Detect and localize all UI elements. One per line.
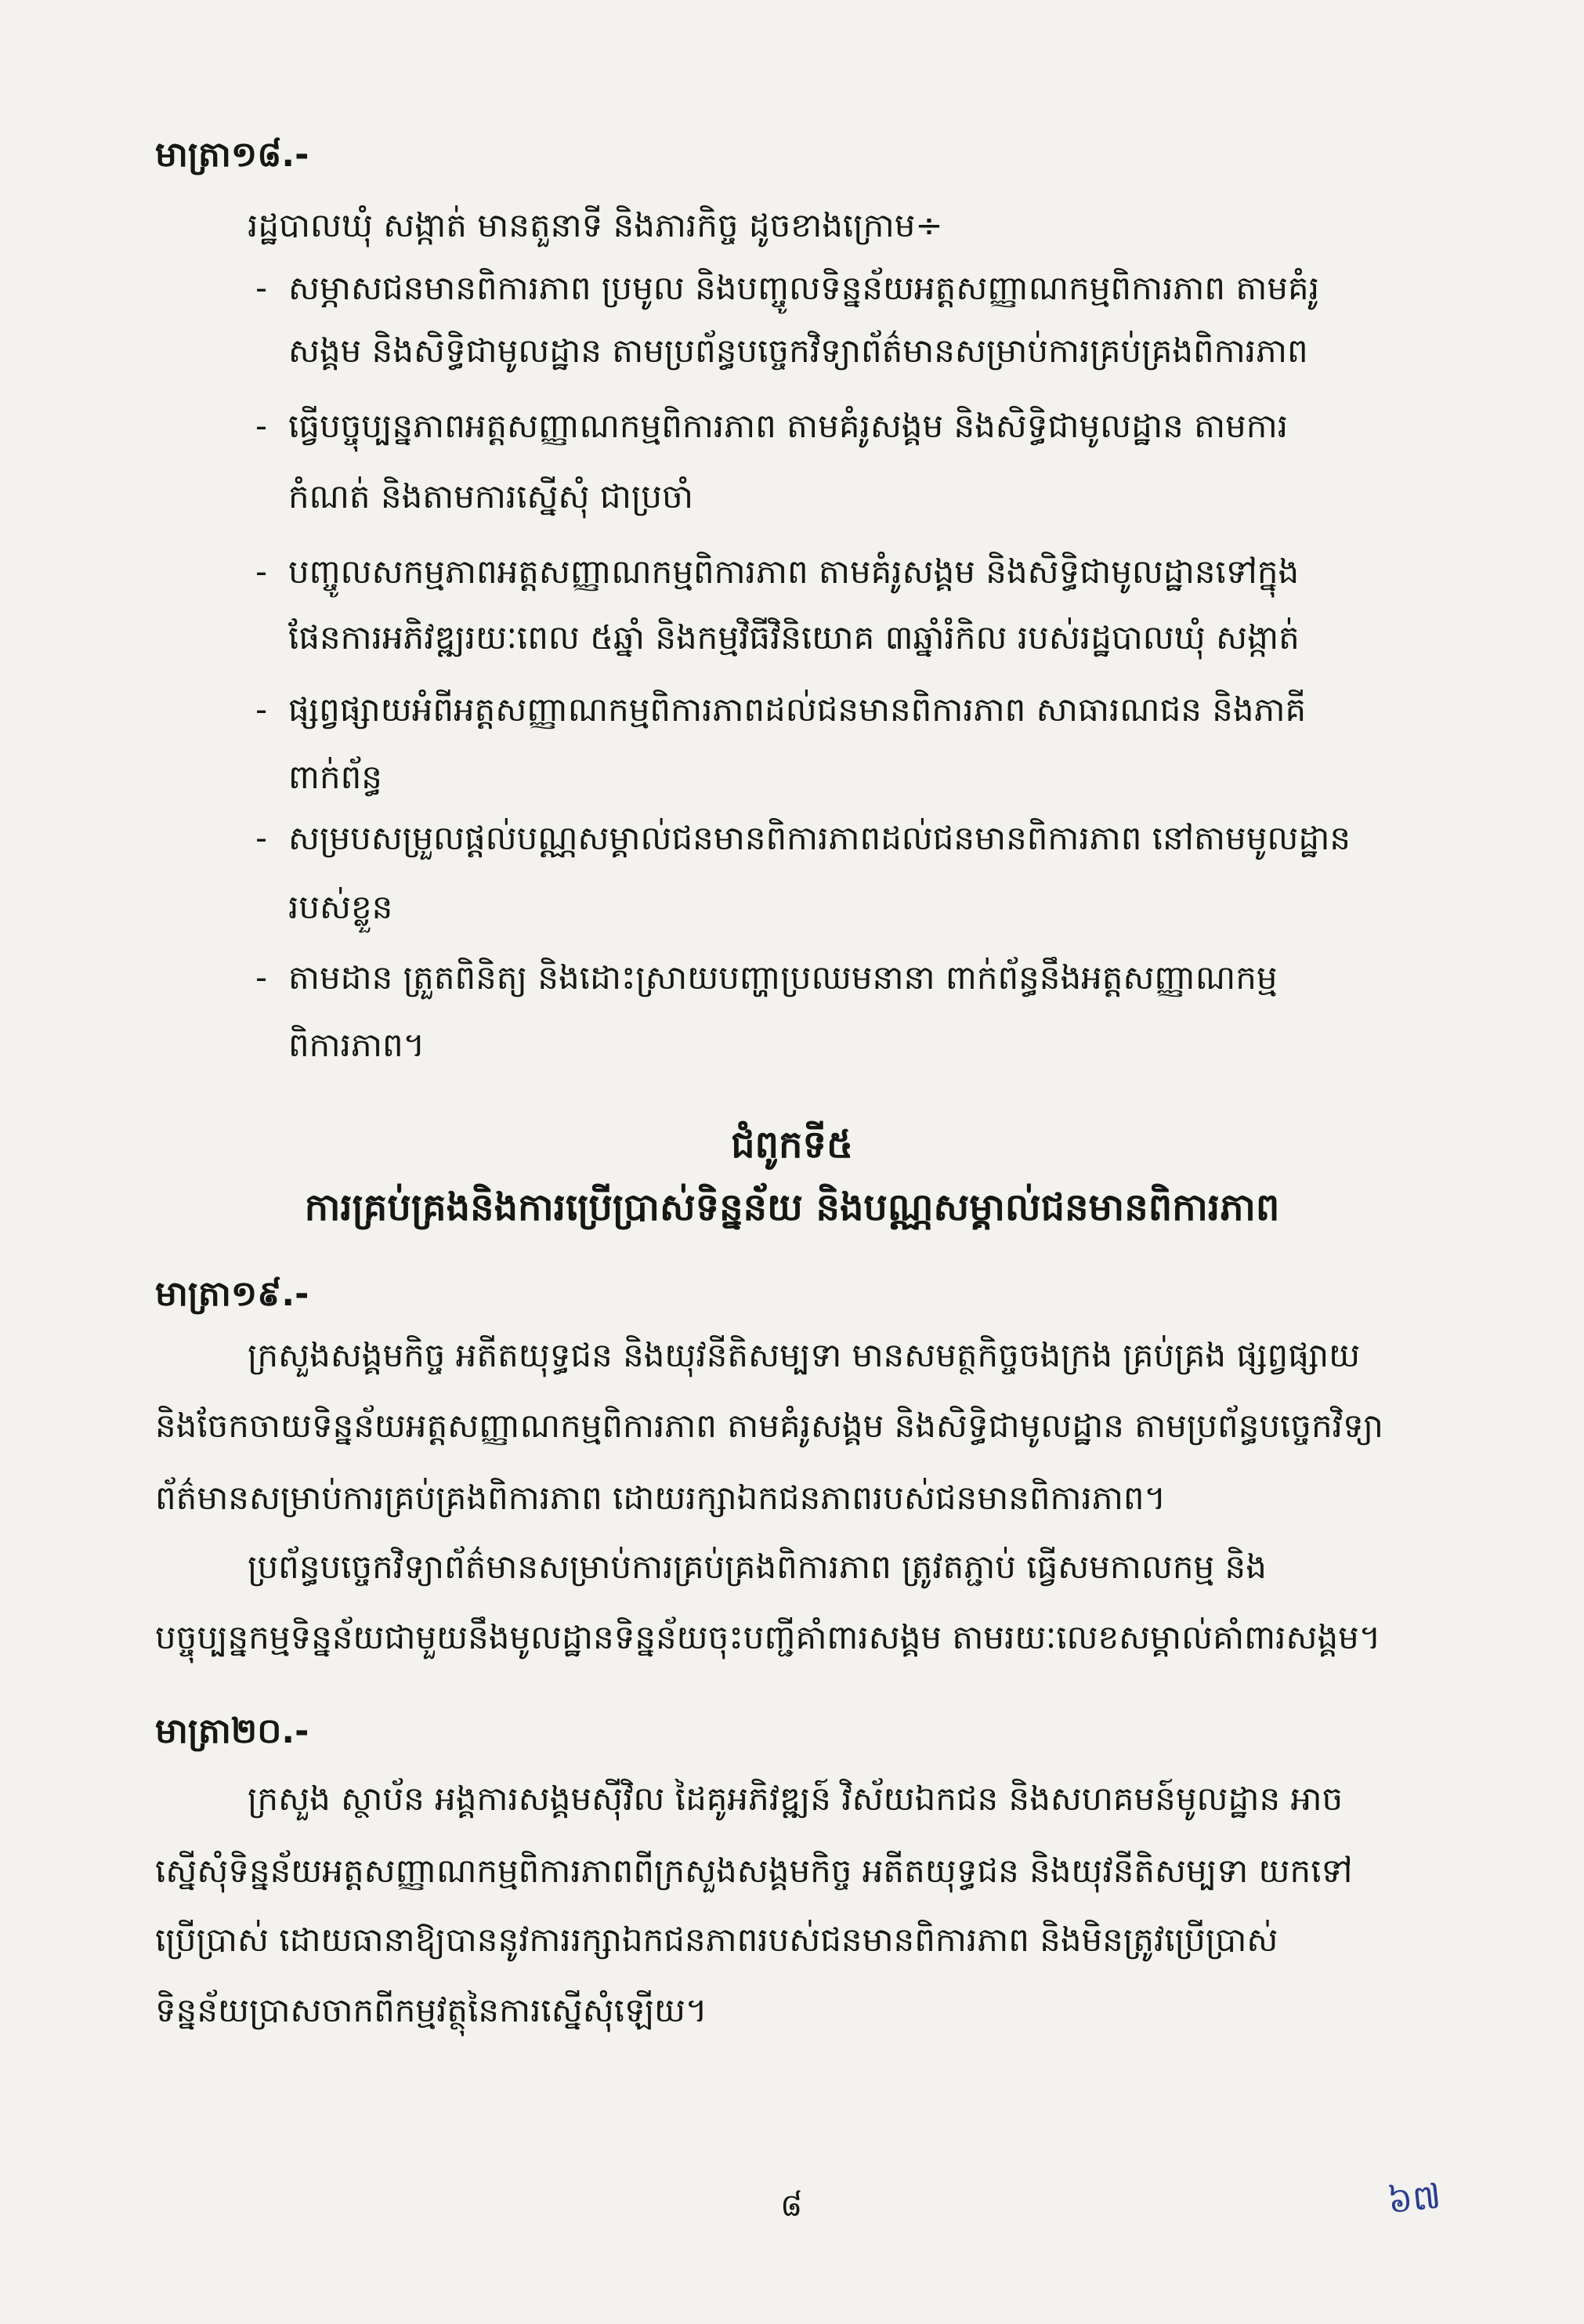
list-bullet: - [255,819,268,857]
paragraph-line: និងចែកចាយទិន្នន័យអត្តសញ្ញាណកម្មពិការភាព តាមគំរូសង្គម និងសិទ្ធិជាមូលដ្ឋាន តាមប្រព័ន្ធបច្ចេកវិទ្យា [155,1406,1383,1445]
list-bullet: - [255,407,268,445]
chapter-title: ការគ្រប់គ្រងនិងការប្រើប្រាស់ទិន្នន័យ និងបណ្ណសម្គាល់ជនមានពិការភាព [304,1186,1280,1229]
paragraph-line: ក្រសួង ស្ថាប័ន អង្គការសង្គមស៊ីវិល ដៃគូអភិវឌ្ឍន៍ វិស័យឯកជន និងសហគមន៍មូលដ្ឋាន អាច [248,1779,1344,1818]
paragraph-line: ក្រសួងសង្គមកិច្ច អតីតយុទ្ធជន និងយុវនីតិសម្បទា មានសមត្ថកិច្ចចងក្រង គ្រប់គ្រង ផ្សព្វផ្សាយ [248,1336,1361,1374]
page-number: ៨ [780,2188,803,2224]
chapter-number: ជំពូកទី៥ [731,1123,853,1167]
paragraph-line: ទិន្នន័យប្រាសចាកពីកម្មវត្ថុនៃការស្នើសុំឡើយ។ [155,1991,707,2029]
list-item-line: ពិការភាព។ [288,1026,425,1064]
list-bullet: - [255,269,268,307]
paragraph-line: ព័ត៌មានសម្រាប់ការគ្រប់គ្រងពិការភាព ដោយរក្សាឯកជនភាពរបស់ជនមានពិការភាព។ [155,1479,1166,1517]
article-19-heading: មាត្រា១៩.- [155,1274,309,1314]
list-item-line: សម្របសម្រួលផ្តល់បណ្ណសម្គាល់ជនមានពិការភាពដល់ជនមានពិការភាព នៅតាមមូលដ្ឋាន [288,819,1351,857]
list-item-line: កំណត់ និងតាមការស្នើសុំ ជាប្រចាំ [288,477,694,516]
list-item-line: សម្ភាសជនមានពិការភាព ប្រមូល និងបញ្ចូលទិន្នន័យអត្តសញ្ញាណកម្មពិការភាព តាមគំរូ [288,269,1320,307]
list-item-line: ផ្សព្វផ្សាយអំពីអត្តសញ្ញាណកម្មពិការភាពដល់ជនមានពិការភាព សាធារណជន និងភាគី [288,690,1307,729]
list-item-line: តាមដាន ត្រួតពិនិត្យ និងដោះស្រាយបញ្ហាប្រឈមនានា ពាក់ព័ន្ធនឹងអត្តសញ្ញាណកម្ម [288,958,1278,997]
list-bullet: - [255,958,268,997]
paragraph-line: បច្ចុប្បន្នកម្មទិន្នន័យជាមួយនឹងមូលដ្ឋានទិន្នន័យចុះបញ្ជីគាំពារសង្គម តាមរយៈលេខសម្គាល់គាំពារសង្គម។ [155,1618,1381,1656]
paragraph-line: ប្រើប្រាស់ ដោយធានាឱ្យបាននូវការរក្សាឯកជនភាពរបស់ជនមានពិការភាព និងមិនត្រូវប្រើប្រាស់ [155,1920,1278,1959]
list-bullet: - [255,690,268,729]
paragraph-line: ស្នើសុំទិន្នន័យអត្តសញ្ញាណកម្មពិការភាពពីក្រសួងសង្គមកិច្ច អតីតយុទ្ធជន និងយុវនីតិសម្បទា យកទៅ [155,1852,1353,1890]
list-bullet: - [255,552,268,591]
handwritten-page-number: ៦៧ [1386,2176,1443,2222]
list-item-line: របស់ខ្លួន [288,888,393,926]
paragraph-line: ប្រព័ន្ធបច្ចេកវិទ្យាព័ត៌មានសម្រាប់ការគ្រប់គ្រងពិការភាព ត្រូវតភ្ជាប់ ធ្វើសមកាលកម្ម និង [248,1548,1267,1586]
article-18-intro: រដ្ឋបាលឃុំ សង្កាត់ មានតួនាទី និងភារកិច្ច ដូចខាងក្រោម÷ [248,206,943,244]
article-18-heading: មាត្រា១៨.- [155,135,309,175]
list-item-line: សង្គម និងសិទ្ធិជាមូលដ្ឋាន តាមប្រព័ន្ធបច្ចេកវិទ្យាព័ត៌មានសម្រាប់ការគ្រប់គ្រងពិការភាព [288,331,1308,370]
article-20-heading: មាត្រា២០.- [155,1711,309,1751]
list-item-line: ធ្វើបច្ចុប្បន្នភាពអត្តសញ្ញាណកម្មពិការភាព តាមគំរូសង្គម និងសិទ្ធិជាមូលដ្ឋាន តាមការ [288,407,1289,445]
list-item-line: បញ្ចូលសកម្មភាពអត្តសញ្ញាណកម្មពិការភាព តាមគំរូសង្គម និងសិទ្ធិជាមូលដ្ឋានទៅក្នុង [288,552,1300,591]
list-item-line: ពាក់ព័ន្ធ [288,758,382,796]
list-item-line: ផែនការអភិវឌ្ឍរយៈពេល ៥ឆ្នាំ និងកម្មវិធីវិនិយោគ ៣ឆ្នាំរំកិល របស់រដ្ឋបាលឃុំ សង្កាត់ [288,618,1300,657]
